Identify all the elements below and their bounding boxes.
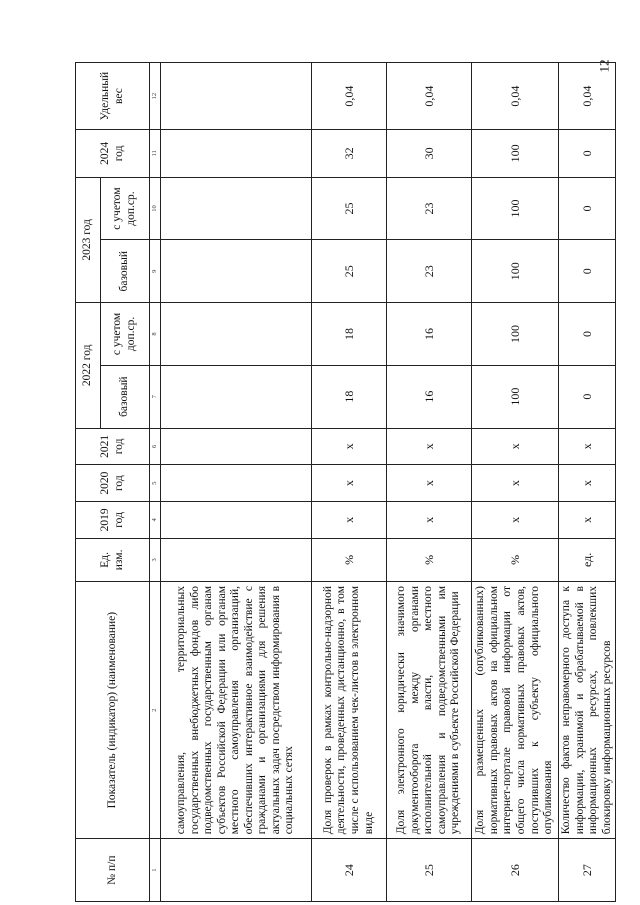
row-2022-extra: 16: [387, 303, 472, 366]
row-2019: х: [472, 502, 559, 539]
row-2024: 32: [312, 130, 387, 178]
row-2021: х: [472, 428, 559, 465]
row-2021: х: [559, 428, 616, 465]
row-weight: 0,04: [559, 63, 616, 130]
row-2023-extra: 0: [559, 177, 616, 240]
col-index: 11: [150, 130, 161, 178]
header-2020: 2020 год: [76, 465, 150, 502]
col-index: 12: [150, 63, 161, 130]
row-unit: %: [472, 538, 559, 581]
col-index: 3: [150, 538, 161, 581]
table-row: [559, 63, 616, 902]
row-2023-base: 0: [559, 240, 616, 303]
table-row: [387, 63, 472, 902]
row-unit: %: [312, 538, 387, 581]
header-2022-base: базовый: [101, 365, 150, 428]
row-weight: 0,04: [312, 63, 387, 130]
table-row: [312, 63, 387, 902]
header-num: № п/п: [76, 839, 150, 902]
row-2023-extra: 25: [312, 177, 387, 240]
row-num: 26: [472, 839, 559, 902]
col-index: 2: [150, 582, 161, 839]
row-2023-extra: 23: [387, 177, 472, 240]
row-unit: ед.: [559, 538, 616, 581]
col-index: 4: [150, 502, 161, 539]
col-index: 6: [150, 428, 161, 465]
rotated-table-wrapper: [75, 62, 613, 902]
row-2022-base: 16: [387, 365, 472, 428]
row-2020: х: [472, 465, 559, 502]
row-indicator: Доля проверок в рамках контрольно-надзорной деятельности, проведенных дистанционно, в том числе с использованием чек-листов в электронном виде: [312, 582, 387, 839]
indicator-continuation: самоуправления, территориальных государственных внебюджетных фондов либо подведомственных государственным органам субъектов Российской Федерации или органам местного самоуправления организаций, обеспечивших интерактивное взаимодействие с гражданами и организациями для решения актуальных задач посредством информирования в социальных сетях: [161, 582, 312, 839]
row-num: 24: [312, 839, 387, 902]
row-2023-extra: 100: [472, 177, 559, 240]
header-2022-extra: с учетом доп.ср.: [101, 303, 150, 366]
column-index-row: [150, 63, 161, 902]
row-2023-base: 25: [312, 240, 387, 303]
row-2021: х: [387, 428, 472, 465]
row-2022-extra: 0: [559, 303, 616, 366]
page-number: 12: [596, 59, 612, 73]
col-index: 9: [150, 240, 161, 303]
row-2021: х: [312, 428, 387, 465]
col-index: 5: [150, 465, 161, 502]
header-2023-base: базовый: [101, 240, 150, 303]
header-2024: 2024 год: [76, 130, 150, 178]
row-indicator: Доля электронного юридически значимого документооборота между органами исполнительной власти, местного самоуправления и подведомственными им учреждениями в субъекте Российской Федерации: [387, 582, 472, 839]
row-2022-extra: 18: [312, 303, 387, 366]
table-row-continuation: [161, 63, 312, 902]
header-indicator: Показатель (индикатор) (наименование): [76, 582, 150, 839]
col-index: 7: [150, 365, 161, 428]
header-weight: Удельный вес: [76, 63, 150, 130]
row-2024: 100: [472, 130, 559, 178]
header-2022: 2022 год: [76, 303, 101, 428]
header-2019: 2019 год: [76, 502, 150, 539]
row-num: 27: [559, 839, 616, 902]
row-indicator: Доля размещенных (опубликованных) нормативных правовых актов на официальном интернет-портале правовой информации от общего числа нормативных правовых актов, поступивших к субъекту официального опубликования: [472, 582, 559, 839]
row-2019: х: [312, 502, 387, 539]
row-2024: 30: [387, 130, 472, 178]
row-2022-base: 18: [312, 365, 387, 428]
row-2022-base: 0: [559, 365, 616, 428]
row-2022-extra: 100: [472, 303, 559, 366]
row-weight: 0,04: [387, 63, 472, 130]
row-2022-base: 100: [472, 365, 559, 428]
col-index: 8: [150, 303, 161, 366]
row-2023-base: 23: [387, 240, 472, 303]
row-2020: х: [559, 465, 616, 502]
col-index: 10: [150, 177, 161, 240]
row-num: 25: [387, 839, 472, 902]
table-row: [472, 63, 559, 902]
row-indicator: Количество фактов неправомерного доступа к информации, хранимой и обрабатываемой в информационных ресурсах, повлекших блокировку информационных ресурсов: [559, 582, 616, 839]
col-index: 1: [150, 839, 161, 902]
row-2020: х: [387, 465, 472, 502]
row-2019: х: [387, 502, 472, 539]
header-unit: Ед. изм.: [76, 538, 150, 581]
header-2023: 2023 год: [76, 177, 101, 302]
row-weight: 0,04: [472, 63, 559, 130]
header-row-1: [76, 63, 101, 902]
indicators-table: [75, 59, 616, 902]
row-2019: х: [559, 502, 616, 539]
row-unit: %: [387, 538, 472, 581]
row-2024: 0: [559, 130, 616, 178]
header-2021: 2021 год: [76, 428, 150, 465]
row-2020: х: [312, 465, 387, 502]
header-2023-extra: с учетом доп.ср.: [101, 177, 150, 240]
row-2023-base: 100: [472, 240, 559, 303]
